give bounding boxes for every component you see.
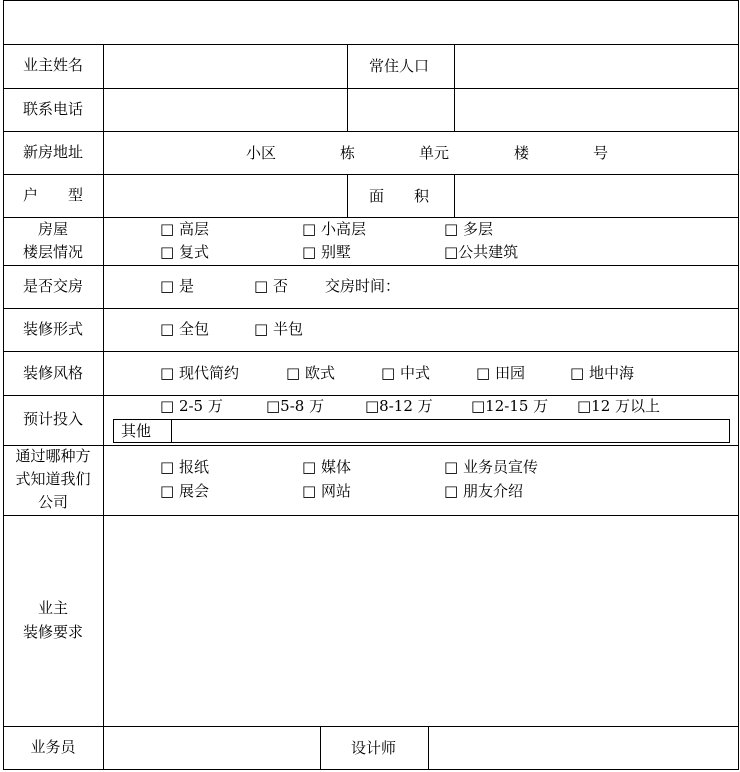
floor-option-villa[interactable]: □ 别墅: [302, 243, 351, 261]
budget-option-2-5[interactable]: □ 2-5 万: [160, 397, 223, 415]
style-option-pastoral[interactable]: □ 田园: [476, 364, 525, 382]
row-divider: [3, 445, 739, 446]
phone-field[interactable]: [104, 89, 347, 131]
delivered-no-option[interactable]: □ 否: [254, 277, 288, 295]
resident-field[interactable]: [455, 45, 738, 88]
salesperson-label: 业务员: [30, 738, 76, 756]
decor-form-label: 装修形式: [22, 320, 83, 338]
decor-form-half-option[interactable]: □ 半包: [254, 320, 303, 338]
style-label: 装修风格: [22, 364, 83, 382]
budget-option-5-8[interactable]: □5-8 万: [266, 397, 325, 415]
salesperson-field[interactable]: [104, 727, 320, 769]
floor-option-mid-rise[interactable]: □ 小高层: [302, 220, 366, 238]
address-building[interactable]: 栋: [340, 144, 356, 162]
budget-other-field[interactable]: [172, 420, 729, 442]
row-divider: [3, 351, 739, 352]
source-option-friend[interactable]: □ 朋友介绍: [444, 482, 523, 500]
style-option-chinese[interactable]: □ 中式: [381, 364, 430, 382]
delivery-time-label: 交房时间：: [325, 277, 401, 295]
owner-name-field[interactable]: [104, 45, 347, 88]
address-label: 新房地址: [22, 143, 83, 161]
source-option-exhibition[interactable]: □ 展会: [160, 482, 209, 500]
source-option-media[interactable]: □ 媒体: [302, 458, 351, 476]
source-label-line2: 式知道我们: [15, 470, 91, 488]
floor-label-line1: 房屋: [37, 220, 68, 238]
style-option-european[interactable]: □ 欧式: [286, 364, 335, 382]
floor-option-high-rise[interactable]: □ 高层: [160, 220, 209, 238]
phone-label: 联系电话: [22, 100, 83, 118]
floor-option-public-building[interactable]: □公共建筑: [444, 243, 519, 261]
decor-form-full-option[interactable]: □ 全包: [160, 320, 209, 338]
column-divider: [320, 726, 321, 770]
address-floor[interactable]: 楼: [514, 144, 530, 162]
designer-label: 设计师: [351, 739, 397, 757]
source-option-website[interactable]: □ 网站: [302, 482, 351, 500]
budget-option-12-plus[interactable]: □12 万以上: [577, 397, 661, 415]
column-divider: [347, 174, 348, 217]
budget-option-8-12[interactable]: □8-12 万: [365, 397, 433, 415]
budget-other-label: 其他: [121, 422, 152, 440]
area-label: 面 积: [369, 187, 430, 205]
row-divider: [3, 131, 739, 132]
house-type-label: 户 型: [22, 186, 83, 204]
requirements-label-line2: 装修要求: [22, 623, 83, 641]
requirements-field[interactable]: [104, 516, 738, 726]
resident-label: 常住人口: [369, 57, 430, 75]
house-type-field[interactable]: [104, 175, 347, 217]
source-option-newspaper[interactable]: □ 报纸: [160, 458, 209, 476]
source-option-salesperson[interactable]: □ 业务员宣传: [444, 458, 538, 476]
row-divider: [3, 265, 739, 266]
floor-option-multi-storey[interactable]: □ 多层: [444, 220, 493, 238]
delivered-label: 是否交房: [22, 277, 83, 295]
style-option-mediterranean[interactable]: □ 地中海: [570, 364, 634, 382]
address-community[interactable]: 小区: [246, 144, 277, 162]
style-option-modern[interactable]: □ 现代简约: [160, 364, 239, 382]
address-unit[interactable]: 单元: [419, 144, 450, 162]
floor-option-duplex[interactable]: □ 复式: [160, 243, 209, 261]
row-divider: [3, 217, 739, 218]
delivered-yes-option[interactable]: □ 是: [160, 277, 194, 295]
area-field[interactable]: [455, 175, 738, 217]
address-number[interactable]: 号: [593, 144, 609, 162]
owner-name-label: 业主姓名: [22, 56, 83, 74]
budget-option-12-15[interactable]: □12-15 万: [471, 397, 549, 415]
column-divider: [347, 44, 348, 131]
designer-field[interactable]: [429, 727, 738, 769]
budget-label: 预计投入: [22, 410, 83, 428]
source-label-line3: 公司: [37, 493, 68, 511]
source-label-line1: 通过哪种方: [15, 447, 91, 465]
row-divider: [3, 308, 739, 309]
requirements-label-line1: 业主: [37, 599, 68, 617]
floor-label-line2: 楼层情况: [22, 243, 83, 261]
